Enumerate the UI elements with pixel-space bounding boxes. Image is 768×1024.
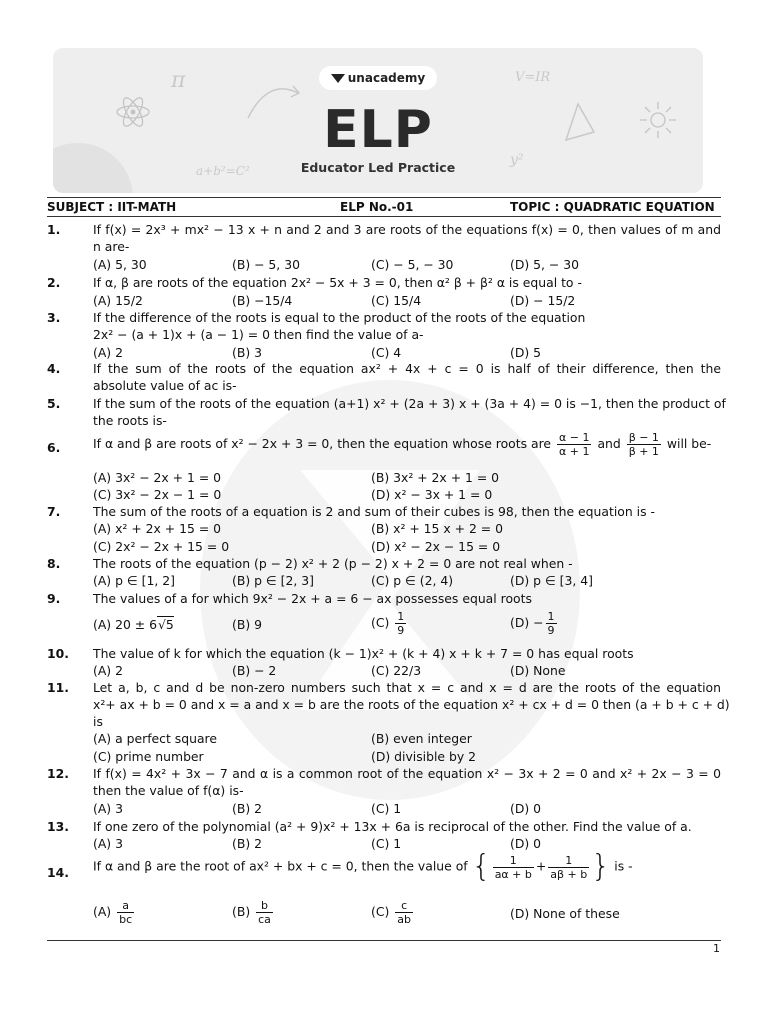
q11-text-line2: x²+ ax + b = 0 and x = a and x = b are the roots of the equation x² + cx + d = 0 then (a + b + c + d) <box>93 697 730 712</box>
q8-text: The roots of the equation (p − 2) x² + 2 (p − 2) x + 2 = 0 are not real when - <box>93 556 573 571</box>
subject-label: SUBJECT : IIT-MATH <box>47 200 177 214</box>
q14-option-c-label: (C) <box>371 904 390 919</box>
q13-option-b: (B) 2 <box>232 836 262 851</box>
q12-option-d: (D) 0 <box>510 801 542 816</box>
q9-c-num: 1 <box>397 610 405 623</box>
q11-option-c: (C) prime number <box>93 749 204 764</box>
q5-text-line1: If the sum of the roots of the equation (a+1) x² + (2a + 3) x + (3a + 4) = 0 is −1, then the product of <box>93 396 726 411</box>
q5-number: 5. <box>47 396 61 411</box>
elp-title: ELP <box>323 100 433 160</box>
q13-option-d: (D) 0 <box>510 836 542 851</box>
q9-option-d-label: (D) − <box>510 615 544 630</box>
q14-text-pre: If α and β are the root of ax² + bx + c = 0, then the value of <box>93 858 468 874</box>
q1-option-b: (B) − 5, 30 <box>232 257 300 272</box>
q9-option-b: (B) 9 <box>232 617 262 632</box>
q14-brace-left: { <box>471 849 491 884</box>
q6-option-b: (B) 3x² + 2x + 1 = 0 <box>371 470 500 485</box>
logo-text: unacademy <box>347 71 426 85</box>
q11-option-b: (B) even integer <box>371 731 472 746</box>
q11-option-a: (A) a perfect square <box>93 731 218 746</box>
q8-option-c: (C) p ∈ (2, 4) <box>371 573 454 588</box>
q14-c-num: c <box>395 899 413 913</box>
q8-option-d: (D) p ∈ [3, 4] <box>510 573 593 588</box>
q3-text-line1: If the difference of the roots is equal to the product of the roots of the equation <box>93 310 586 325</box>
q9-c-den: 9 <box>397 624 405 637</box>
q2-text: If α, β are roots of the equation 2x² − 5x + 3 = 0, then α² β + β² α is equal to - <box>93 275 582 290</box>
q12-text-line2: then the value of f(α) is- <box>93 783 244 798</box>
q14-option-a <box>93 899 136 926</box>
q14-number: 14. <box>47 865 69 880</box>
q14-option-c <box>371 899 415 926</box>
q7-number: 7. <box>47 504 61 519</box>
q9-option-d-fraction <box>546 610 557 637</box>
q6-text-and: and <box>597 436 621 451</box>
subject-header <box>47 200 721 216</box>
pi-symbol: π <box>171 68 186 93</box>
q11-text-line3: is <box>93 714 103 729</box>
q1-option-c: (C) − 5, − 30 <box>371 257 454 272</box>
q10-option-c: (C) 22/3 <box>371 663 422 678</box>
q3-option-d: (D) 5 <box>510 345 542 360</box>
q1-option-d: (D) 5, − 30 <box>510 257 579 272</box>
q6-frac1-num: α − 1 <box>559 431 590 444</box>
q9-number: 9. <box>47 591 61 606</box>
q14-c-den: ab <box>397 913 412 926</box>
page-number: 1 <box>713 942 720 955</box>
q12-option-c: (C) 1 <box>371 801 402 816</box>
q9-option-c-fraction <box>395 610 406 637</box>
q9-option-c-label: (C) <box>371 615 390 630</box>
q14-a-den: bc <box>119 913 133 926</box>
q12-number: 12. <box>47 766 69 781</box>
q14-option-b <box>232 899 275 926</box>
q12-text-line1: If f(x) = 4x² + 3x − 7 and α is a common root of the equation x² − 3x + 2 = 0 and x² + 2x − 3 = 0 <box>93 766 721 781</box>
q8-option-a: (A) p ∈ [1, 2] <box>93 573 175 588</box>
q6-frac2-den: β + 1 <box>628 445 659 458</box>
q11-text-line1: Let a, b, c and d be non-zero numbers such that x = c and x = d are the roots of the equation <box>93 680 721 695</box>
q14-b-num: b <box>256 899 273 913</box>
q6-option-a: (A) 3x² − 2x + 1 = 0 <box>93 470 222 485</box>
unacademy-logo <box>53 66 703 90</box>
q2-option-b: (B) −15/4 <box>232 293 293 308</box>
q9-d-num: 1 <box>547 610 555 623</box>
q13-option-a: (A) 3 <box>93 836 123 851</box>
q14-brace-right: } <box>591 849 611 884</box>
q10-option-a: (A) 2 <box>93 663 123 678</box>
q3-option-b: (B) 3 <box>232 345 262 360</box>
q13-number: 13. <box>47 819 69 834</box>
q7-option-c: (C) 2x² − 2x + 15 = 0 <box>93 539 230 554</box>
q10-number: 10. <box>47 646 69 661</box>
q4-number: 4. <box>47 361 61 376</box>
q14-text-post: is - <box>614 858 633 874</box>
q2-option-c: (C) 15/4 <box>371 293 422 308</box>
q10-text: The value of k for which the equation (k − 1)x² + (k + 4) x + k + 7 = 0 has equal roots <box>93 646 634 661</box>
q8-option-b: (B) p ∈ [2, 3] <box>232 573 314 588</box>
q6-fraction-alpha <box>557 431 591 458</box>
ohm-law-text: V=IR <box>515 70 551 85</box>
elp-subtitle: Educator Led Practice <box>300 160 456 175</box>
q9-text: The values of a for which 9x² − 2x + a = 6 − ax possesses equal roots <box>93 591 532 606</box>
q7-option-b: (B) x² + 15 x + 2 = 0 <box>371 521 503 536</box>
header-rule-bottom <box>47 216 721 217</box>
unacademy-logo-icon <box>331 74 345 83</box>
q14-frac1-den: aα + b <box>494 867 532 881</box>
elp-number: ELP No.-01 <box>340 200 414 214</box>
q7-option-a: (A) x² + 2x + 15 = 0 <box>93 521 222 536</box>
q6-fraction-beta <box>627 431 661 458</box>
q2-option-d: (D) − 15/2 <box>510 293 576 308</box>
q14-text <box>93 849 633 884</box>
q10-option-d: (D) None <box>510 663 566 678</box>
q6-number: 6. <box>47 440 61 455</box>
q8-number: 8. <box>47 556 61 571</box>
q1-number: 1. <box>47 222 61 237</box>
q6-text <box>93 431 711 458</box>
q14-option-c-fraction <box>395 899 413 926</box>
q4-text-line1: If the sum of the roots of the equation ax² + 4x + c = 0 is half of their difference, then the <box>93 361 721 376</box>
q14-option-d: (D) None of these <box>510 906 620 921</box>
q7-text: The sum of the roots of a equation is 2 and sum of their cubes is 98, then the equation is - <box>93 504 655 519</box>
footer-rule <box>47 940 721 941</box>
q3-number: 3. <box>47 310 61 325</box>
topic-label: TOPIC : QUADRATIC EQUATION <box>510 200 715 214</box>
q14-frac1-num: 1 <box>493 854 534 868</box>
q11-option-d: (D) divisible by 2 <box>371 749 477 764</box>
q6-text-post: will be- <box>666 436 712 451</box>
q14-b-den: ca <box>258 913 271 926</box>
q10-option-b: (B) − 2 <box>232 663 277 678</box>
q2-number: 2. <box>47 275 61 290</box>
q9-sqrt-value: 5 <box>165 617 174 632</box>
q14-option-a-fraction <box>117 899 134 926</box>
q3-text-line2: 2x² − (a + 1)x + (a − 1) = 0 then find the value of a- <box>93 327 424 342</box>
q14-frac2-num: 1 <box>548 854 589 868</box>
y-squared-text: y² <box>510 152 524 168</box>
q2-option-a: (A) 15/2 <box>93 293 143 308</box>
q11-number: 11. <box>47 680 69 695</box>
q12-option-b: (B) 2 <box>232 801 262 816</box>
q9-sqrt: √5 <box>158 617 174 632</box>
q9-d-den: 9 <box>547 624 555 637</box>
q6-option-c: (C) 3x² − 2x − 1 = 0 <box>93 487 222 502</box>
q14-option-b-fraction <box>256 899 273 926</box>
q1-text-line1: If f(x) = 2x³ + mx² − 13 x + n and 2 and 3 are roots of the equations f(x) = 0, then values of m and <box>93 222 721 237</box>
q14-option-a-label: (A) <box>93 904 112 919</box>
q9-option-c <box>371 610 408 637</box>
q1-option-a: (A) 5, 30 <box>93 257 147 272</box>
q14-fraction-1 <box>493 854 534 881</box>
header-rule-top <box>47 197 721 198</box>
q14-a-num: a <box>117 899 134 913</box>
q4-text-line2: absolute value of ac is- <box>93 378 237 393</box>
q12-option-a: (A) 3 <box>93 801 123 816</box>
pythagoras-text: a+b²=C² <box>196 164 250 178</box>
q6-text-pre: If α and β are roots of x² − 2x + 3 = 0, then the equation whose roots are <box>93 436 552 451</box>
q9-option-d <box>510 610 559 637</box>
q9-option-a <box>93 617 174 632</box>
q14-fraction-2 <box>548 854 589 881</box>
q9-option-a-text: (A) 20 ± 6 <box>93 617 157 632</box>
header-banner <box>53 48 703 193</box>
q1-text-line2: n are- <box>93 239 130 254</box>
q6-frac1-den: α + 1 <box>559 445 590 458</box>
q13-option-c: (C) 1 <box>371 836 402 851</box>
q6-frac2-num: β − 1 <box>628 431 659 444</box>
q13-text: If one zero of the polynomial (a² + 9)x² + 13x + 6a is reciprocal of the other. Find the value of a. <box>93 819 692 834</box>
q6-option-d: (D) x² − 3x + 1 = 0 <box>371 487 493 502</box>
q3-option-a: (A) 2 <box>93 345 123 360</box>
q14-option-b-label: (B) <box>232 904 251 919</box>
q14-plus: + <box>535 858 547 874</box>
q7-option-d: (D) x² − 2x − 15 = 0 <box>371 539 501 554</box>
q3-option-c: (C) 4 <box>371 345 402 360</box>
q5-text-line2: the roots is- <box>93 413 167 428</box>
q14-frac2-den: aβ + b <box>550 867 588 881</box>
